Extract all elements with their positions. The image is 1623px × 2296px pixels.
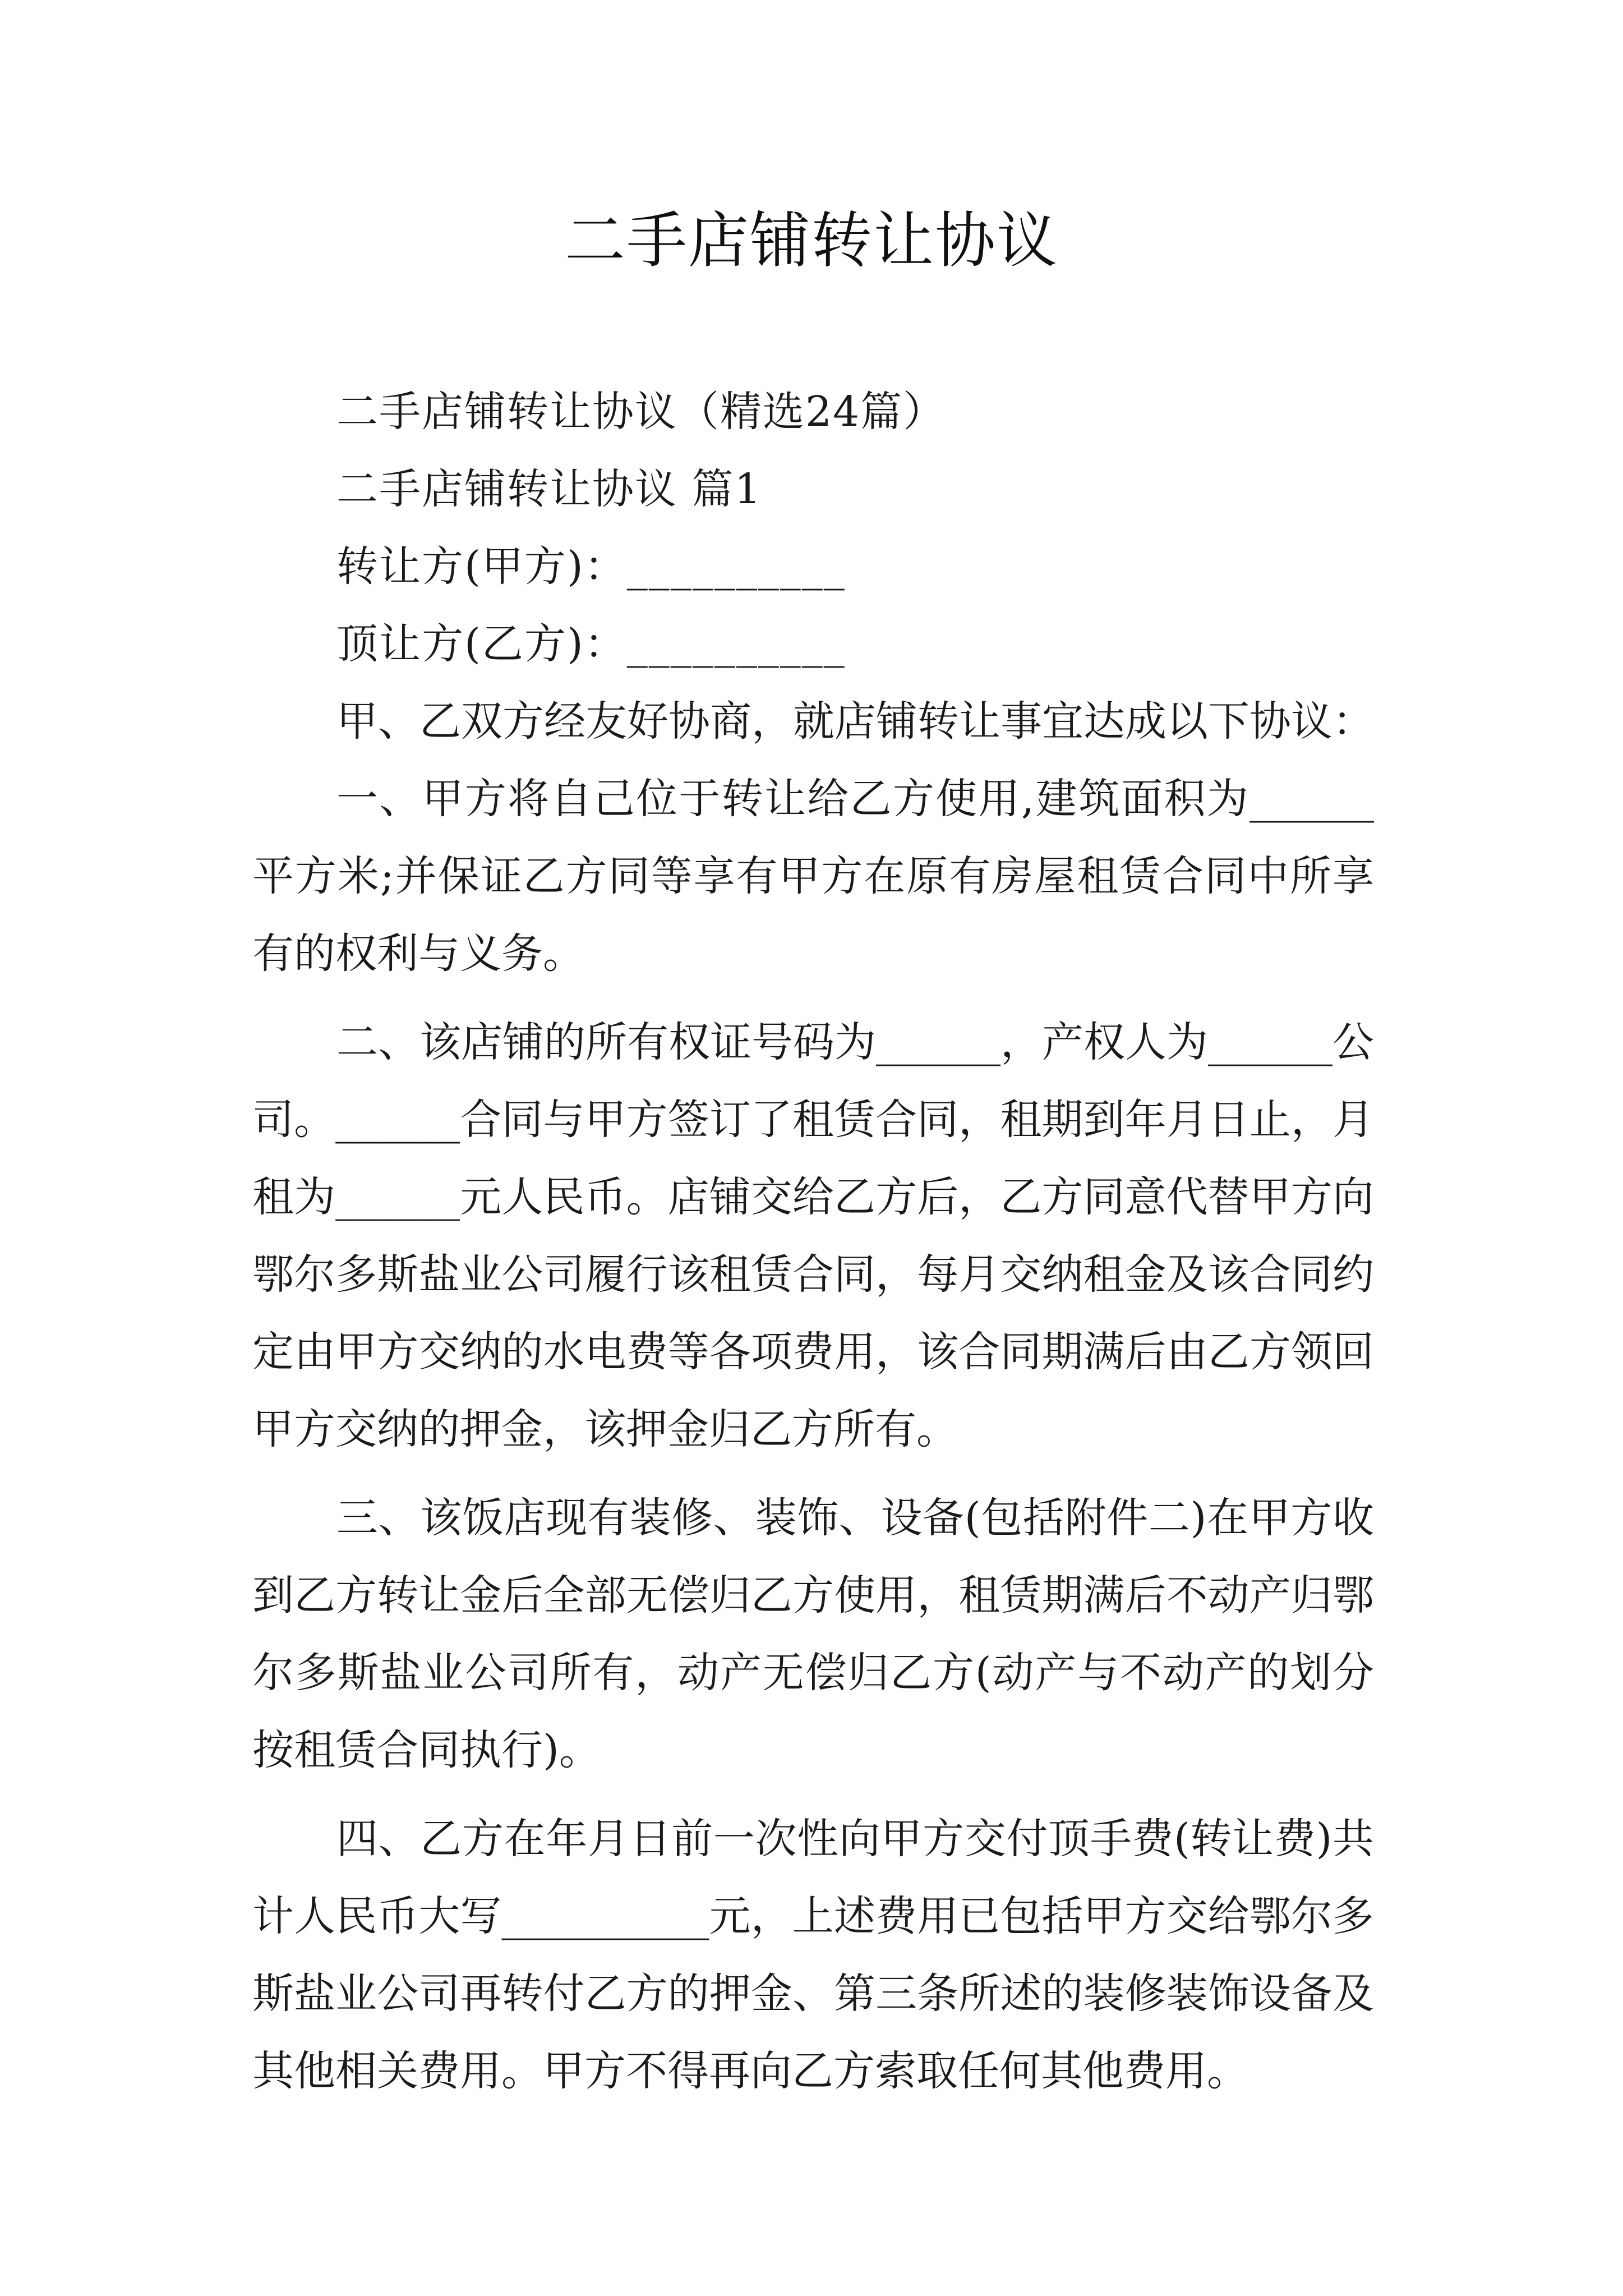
- paragraph-clause-2: 二、该店铺的所有权证号码为______，产权人为______公司。______合同与甲方签订了租赁合同，租期到年月日止，月租为______元人民币。店铺交给乙方后，乙方同意代替甲方向鄂尔多斯盐业公司履行该租赁合同，每月交纳租金及该合同约定由甲方交纳的水电费等各项费用，该合同期满后由乙方领回甲方交纳的押金，该押金归乙方所有。: [252, 1018, 1374, 1453]
- paragraph-clause-4: 四、乙方在年月日前一次性向甲方交付顶手费(转让费)共计人民币大写__________元，上述费用已包括甲方交给鄂尔多斯盐业公司再转付乙方的押金、第三条所述的装修装饰设备及其他相关费用。甲方不得再向乙方索取任何其他费用。: [252, 1815, 1374, 2095]
- paragraph-transferor: 转让方(甲方)：__________: [336, 542, 846, 591]
- paragraph-clause-3: 三、该饭店现有装修、装饰、设备(包括附件二)在甲方收到乙方转让金后全部无偿归乙方使用，租赁期满后不动产归鄂尔多斯盐业公司所有，动产无偿归乙方(动产与不动产的划分按租赁合同执行)。: [252, 1494, 1374, 1774]
- paragraph-intro: 甲、乙双方经友好协商，就店铺转让事宜达成以下协议：: [336, 697, 1374, 746]
- paragraph-transferee: 顶让方(乙方)：__________: [336, 620, 846, 668]
- paragraph-section-heading: 二手店铺转让协议 篇1: [336, 465, 762, 513]
- paragraph-clause-1: 一、甲方将自己位于转让给乙方使用,建筑面积为______平方米;并保证乙方同等享有甲方在原有房屋租赁合同中所享有的权利与义务。: [252, 775, 1374, 978]
- document-body: [252, 373, 1374, 2110]
- document-title: 二手店铺转让协议: [564, 206, 1058, 276]
- paragraph-subtitle: 二手店铺转让协议（精选24篇）: [336, 388, 946, 436]
